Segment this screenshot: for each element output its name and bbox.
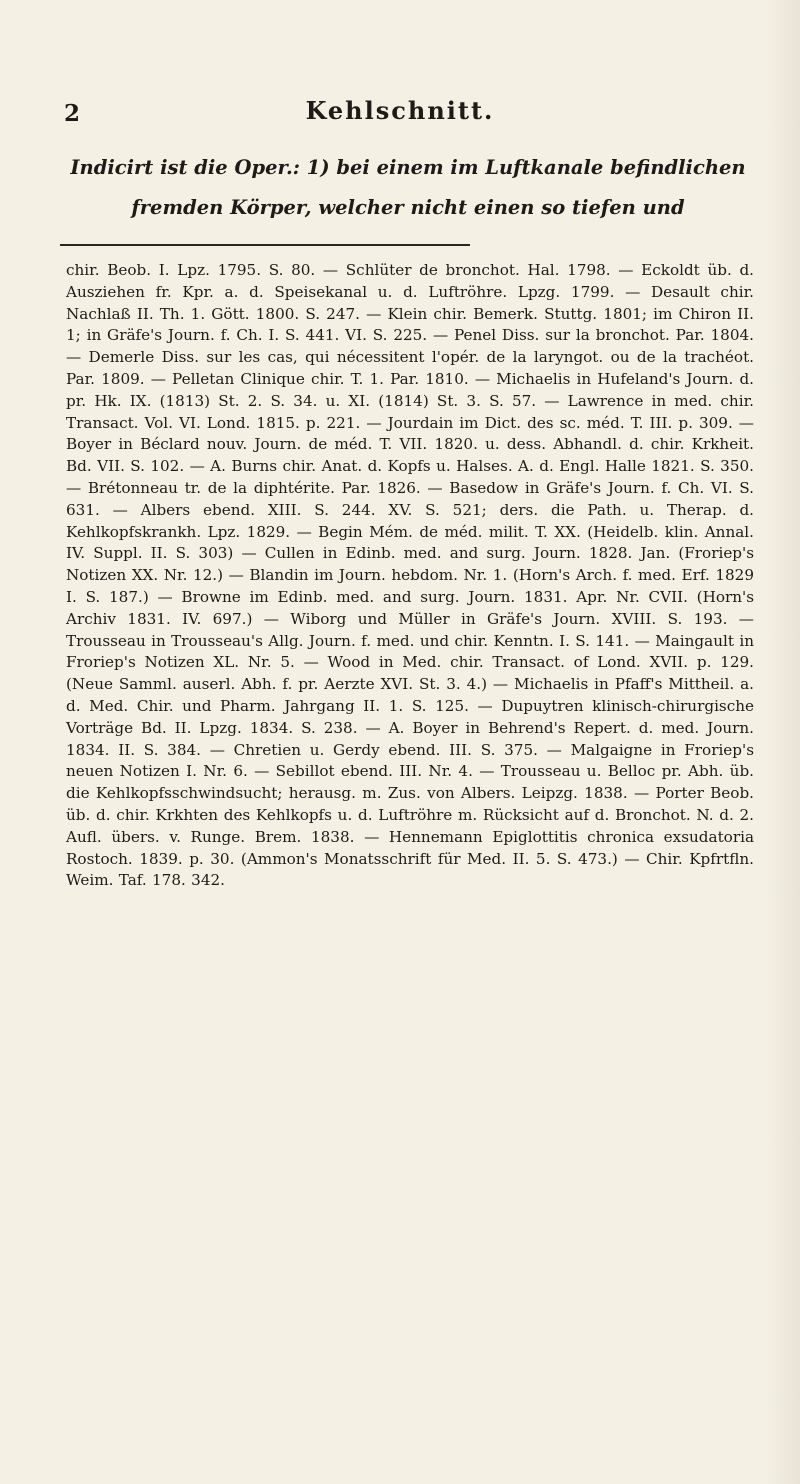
running-head: Kehlschnitt. — [305, 96, 495, 125]
bibliography-footnote: chir. Beob. I. Lpz. 1795. S. 80. — Schlüter de bronchot. Hal. 1798. — Eckoldt üb. d. Ausziehen fr. Kpr. a. d. Speisekanal u. d. Luftröhre. Lpzg. 1799. — Desault chir. Nachlaß II. Th. 1. Gött. 1800. S. 247. — Klein chir. Bemerk. Stuttg. 1801; im Chiron II. 1; in Gräfe's Journ. f. Ch. I. S. 441. VI. S. 225. — Penel Diss. sur la bronchot. Par. 1804. — Demerle Diss. sur les cas, qui nécessitent l'opér. de la laryngot. ou de la trachéot. Par. 1809. — Pelletan Clinique chir. T. 1. Par. 1810. — Michaelis in Hufeland's Journ. d. pr. Hk. IX. (1813) St. 2. S. 34. u. XI. (1814) St. 3. S. 57. — Lawrence in med. chir. Transact. Vol. VI. Lond. 1815. p. 221. — Jourdain im Dict. des sc. méd. T. III. p. 309. — Boyer in Béclard nouv. Journ. de méd. T. VII. 1820. u. dess. Abhandl. d. chir. Krkheit. Bd. VII. S. 102. — A. Burns chir. Anat. d. Kopfs u. Halses. A. d. Engl. Halle 1821. S. 350. — Brétonneau tr. de la diphtérite. Par. 1826. — Basedow in Gräfe's Journ. f. Ch. VI. S. 631. — Albers ebend. XIII. S. 244. XV. S. 521; ders. die Path. u. Therap. d. Kehlkopfskrankh. Lpz. 1829. — Begin Mém. de méd. milit. T. XX. (Heidelb. klin. Annal. IV. Suppl. II. S. 303) — Cullen in Edinb. med. and surg. Journ. 1828. Jan. (Froriep's Notizen XX. Nr. 12.) — Blandin im Journ. hebdom. Nr. 1. (Horn's Arch. f. med. Erf. 1829 I. S. 187.) — Browne im Edinb. med. and surg. Journ. 1831. Apr. Nr. CVII. (Horn's Archiv 1831. IV. 697.) — Wiborg und Müller in Gräfe's Journ. XVIII. S. 193. — Trousseau in Trousseau's Allg. Journ. f. med. und chir. Kenntn. I. S. 141. — Maingault in Froriep's Notizen XL. Nr. 5. — Wood in Med. chir. Transact. of Lond. XVII. p. 129. (Neue Samml. auserl. Abh. f. pr. Aerzte XVI. St. 3. 4.) — Michaelis in Pfaff's Mittheil. a. d. Med. Chir. und Pharm. Jahrgang II. 1. S. 125. — Dupuytren klinisch-chirurgische Vorträge Bd. II. Lpzg. 1834. S. 238. — A. Boyer in Behrend's Repert. d. med. Journ. 1834. II. S. 384. — Chretien u. Gerdy ebend. III. S. 375. — Malgaigne in Froriep's neuen Notizen I. Nr. 6. — Sebillot ebend. III. Nr. 4. — Trousseau u. Belloc pr. Abh. üb. die Kehlkopfsschwindsucht; herausg. m. Zus. von Albers. Leipzg. 1838. — Porter Beob. üb. d. chir. Krkhten des Kehlkopfs u. d. Luftröhre m. Rücksicht auf d. Bronchot. N. d. 2. Aufl. übers. v. Runge. Brem. 1838. — Hennemann Epiglottitis chronica exsudatoria Rostoch. 1839. p. 30. (Ammon's Monatsschrift für Med. II. 5. S. 473.) — Chir. Kpfrtfln. Weim. Taf. 178. 342. — [66, 261, 754, 890]
page-number: 2 — [64, 100, 81, 127]
intro-paragraph: Indicirt ist die Oper.: 1) bei einem im Luftkanale befindlichen fremden Körper, welcher nicht einen so tiefen und — [70, 156, 746, 219]
page-edge-shadow — [766, 0, 800, 1484]
footnote-separator-rule — [60, 244, 470, 246]
